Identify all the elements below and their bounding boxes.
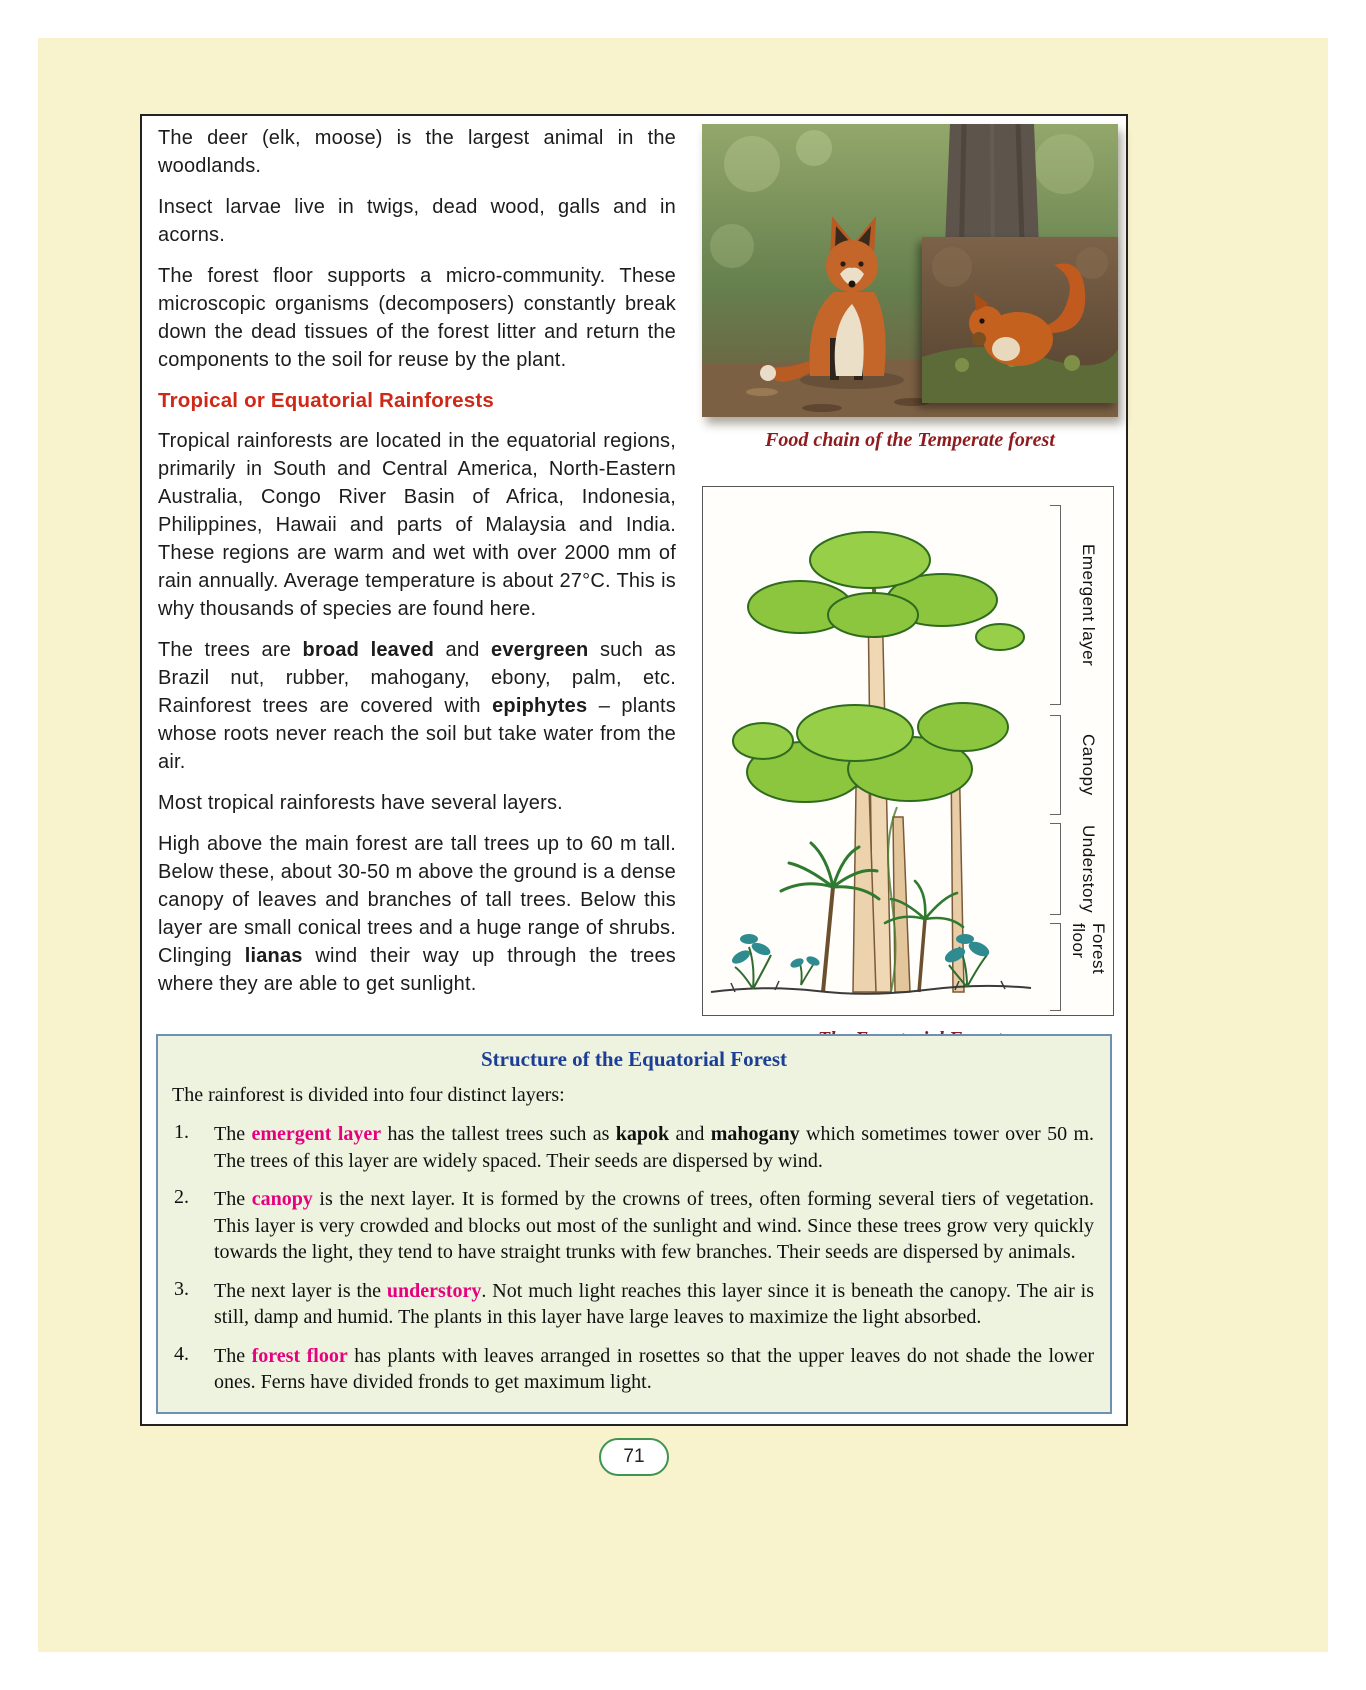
bracket-understory [1050, 823, 1061, 915]
food-chain-caption: Food chain of the Temperate forest [765, 429, 1055, 451]
text-column [158, 124, 676, 1011]
list-item-text: The emergent layer has the tallest trees such as kapok and mahogany which sometimes tower over 50 m. The trees of this layer are widely spaced. Their seeds are dispersed by wind. [214, 1123, 1095, 1172]
label-forest-floor: Forest floor [1069, 923, 1108, 975]
forest-illustration [705, 487, 1035, 1015]
list-number: 1. [174, 1121, 189, 1143]
structure-info-box [156, 1034, 1112, 1414]
fox-photo [702, 124, 1118, 417]
equatorial-forest-figure [702, 486, 1114, 1016]
page-number: 71 [623, 1446, 645, 1467]
structure-box-title: Structure of the Equatorial Forest [480, 1047, 788, 1071]
paragraph-forest-floor: The forest floor supports a micro-community. These microscopic organisms (decomposers) constantly break down the dead tissues of the forest litter and return the components to the soil for reuse by the plant. [158, 265, 676, 371]
squirrel-photo-inset [922, 237, 1118, 403]
list-item-canopy [174, 1186, 1094, 1266]
paragraph-layers: Most tropical rainforests have several layers. [158, 792, 563, 814]
list-number: 3. [174, 1277, 189, 1300]
bracket-emergent-layer [1050, 505, 1061, 705]
list-item-text: The next layer is the understory. Not much light reaches this layer since it is beneath the canopy. The air is still, damp and humid. The plants in this layer have large leaves to maximize the light absorbed. [214, 1279, 1094, 1328]
label-canopy: Canopy [1079, 734, 1098, 796]
list-item-text: The canopy is the next layer. It is formed by the crowns of trees, often forming several tiers of vegetation. This layer is very crowded and blocks out most of the sunlight and wind. Since these trees grow very quickly towards the light, they tend to have straight trunks with few branches. Their seeds are dispersed by animals. [214, 1188, 1094, 1263]
list-item-forest-floor [174, 1343, 1094, 1396]
structure-box-intro: The rainforest is divided into four distinct layers: [172, 1084, 565, 1106]
figure-column [702, 124, 1118, 1051]
list-number: 4. [174, 1342, 189, 1365]
list-item-text: The forest floor has plants with leaves arranged in rosettes so that the upper leaves do not shade the lower ones. Ferns have divided fronds to get maximum light. [214, 1344, 1095, 1393]
squirrel-photo-art [922, 237, 1118, 403]
paragraph-high-forest: High above the main forest are tall trees up to 60 m tall. Below these, about 30-50 m above the ground is a dense canopy of leaves and branches of tall trees. Below this layer are small conical trees and a huge range of shrubs. Clinging lianas wind their way up through the trees where they are able to get sunlight. [158, 833, 677, 995]
list-number: 2. [174, 1186, 189, 1208]
page-number-badge [599, 1438, 669, 1476]
section-heading-tropical-rainforests: Tropical or Equatorial Rainforests [158, 389, 495, 412]
content-frame [140, 114, 1128, 1426]
list-item-understory [174, 1278, 1094, 1331]
label-understory: Understory [1079, 824, 1098, 914]
paragraph-rainforest-location: Tropical rainforests are located in the equatorial regions, primarily in South and Central America, North-Eastern Australia, Congo River Basin of Africa, Indonesia, Philippines, Hawaii and parts of Malaysia and India. These regions are warm and wet with over 2000 mm of rain annually. Average temperature is about 27°C. This is why thousands of species are found here. [158, 430, 676, 620]
bracket-canopy [1050, 715, 1061, 815]
bracket-forest-floor [1050, 923, 1061, 1011]
label-emergent-layer: Emergent layer [1079, 543, 1098, 667]
paragraph-insect-larvae: Insect larvae live in twigs, dead wood, galls and in acorns. [158, 196, 676, 246]
paragraph-deer: The deer (elk, moose) is the largest animal in the woodlands. [158, 127, 676, 177]
paragraph-trees: The trees are broad leaved and evergreen such as Brazil nut, rubber, mahogany, ebony, palm, etc. Rainforest trees are covered with epiphytes – plants whose roots never reach the soil but take water from the air. [158, 639, 677, 773]
list-item-emergent-layer [174, 1121, 1094, 1174]
